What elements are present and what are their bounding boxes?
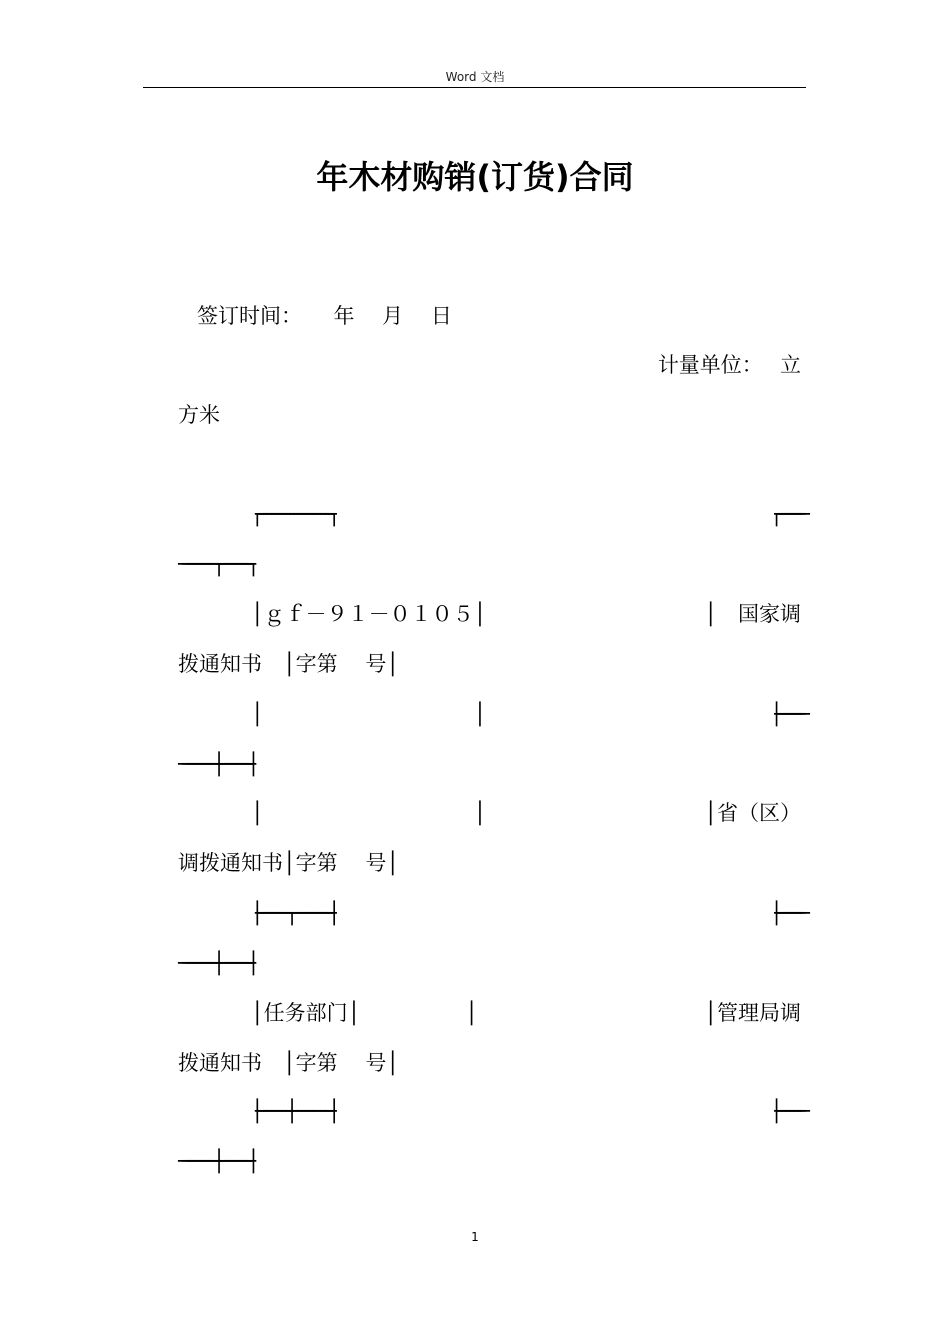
unit-continuation: 方米 bbox=[178, 403, 220, 427]
form-row-7-right: │省（区） bbox=[704, 801, 801, 825]
form-row-5-right: ├─────── bbox=[770, 702, 801, 726]
form-row-3-left: │ｇｆ－９１－０１０５│ bbox=[251, 602, 487, 626]
form-row-6: ─────────┼────────┤ bbox=[178, 752, 252, 776]
form-row-14: ─────────┼────────┤ bbox=[178, 1149, 252, 1173]
form-row-1-right: ┌─────── bbox=[770, 502, 801, 526]
form-row-13-left: ├────────┼──────────┤ bbox=[251, 1099, 332, 1123]
form-row-3-right: │ 国家调 bbox=[704, 602, 801, 626]
form-row-1-left: ┌───────────────────┐ bbox=[251, 502, 332, 526]
form-row-7-left: │ │ bbox=[251, 801, 487, 825]
form-row-4: 拨通知书 │字第 号│ bbox=[178, 652, 399, 676]
form-row-11-right: │管理局调 bbox=[704, 1001, 801, 1025]
form-row-13-right: ├─────── bbox=[770, 1099, 801, 1123]
unit-label: 计量单位： 立 bbox=[657, 353, 801, 377]
page-number: 1 bbox=[471, 1230, 479, 1244]
form-row-8: 调拨通知书│字第 号│ bbox=[178, 851, 399, 875]
form-row-5-left: │ │ bbox=[251, 702, 487, 726]
form-row-9-right: ├─────── bbox=[770, 901, 801, 925]
sign-date-line: 签订时间： 年 月 日 bbox=[197, 304, 452, 328]
form-row-2: ─────────┬────────┐ bbox=[178, 552, 252, 576]
form-row-12: 拨通知书 │字第 号│ bbox=[178, 1051, 399, 1075]
document-title: 年木材购销(订货)合同 bbox=[316, 158, 634, 196]
form-row-10: ─────────┼────────┤ bbox=[178, 951, 252, 975]
form-row-9-left: ├────────┬──────────┤ bbox=[251, 901, 332, 925]
page-header: Word 文档 bbox=[445, 70, 505, 84]
form-row-11-left: │任务部门│ │ bbox=[251, 1001, 478, 1025]
header-rule bbox=[143, 87, 806, 88]
